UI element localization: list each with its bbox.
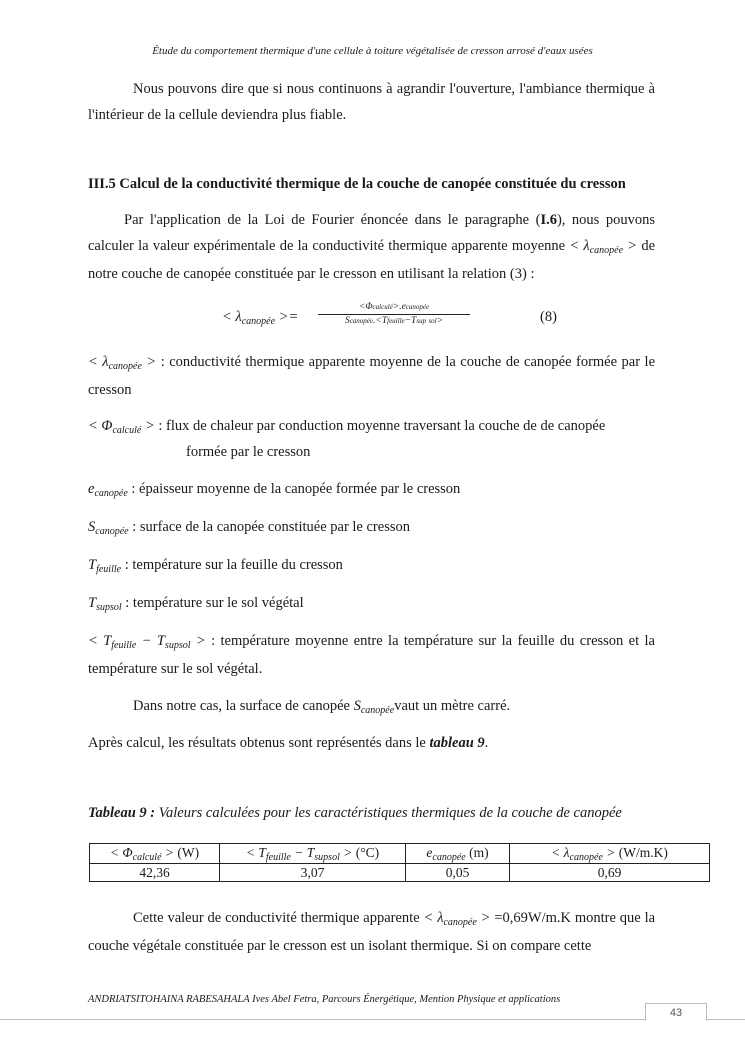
table-header-row (90, 844, 710, 864)
fraction-denominator: Scanopée.<Tfeuille−Tsup sol> (344, 316, 444, 326)
page-number: 43 (645, 1003, 707, 1021)
paragraph-fourier (88, 207, 655, 287)
fourier-text-pre: Par l'application de la Loi de Fourier énoncée dans le paragraphe ( (124, 212, 541, 228)
section-title: III.5 Calcul de la conductivité thermique de la couche de canopée constituée du cresson (88, 176, 626, 192)
table-caption: Tableau 9 : Valeurs calculées pour les caractéristiques thermiques de la couche de canopée (88, 805, 622, 821)
fourier-text-mid: ), nous pouvons calculer la valeur expérimentale de la conductivité thermique apparente moyenne (88, 212, 655, 254)
value-deltaT: 3,07 (220, 864, 406, 882)
table-row (90, 864, 710, 882)
paragraph-results: Après calcul, les résultats obtenus sont représentés dans le tableau 9. (88, 735, 489, 751)
ref-tableau-9: tableau 9 (429, 735, 485, 751)
lambda-inline: < $\lambda_{canopée}$ > (569, 238, 638, 256)
header-phi: < $\Phi_{calculé} > (W)$ (90, 844, 220, 864)
equation-fraction (318, 302, 470, 326)
running-header: Étude du comportement thermique d'une cellule à toiture végétalisée de cresson arrosé d'eaux usées (152, 45, 593, 57)
table-9 (89, 843, 710, 882)
equation-lhs: < $\lambda_{canopée}$ >= (222, 309, 299, 327)
equation-number: (8) (540, 309, 557, 325)
definition-phi: < $\Phi_{calculé}$ > : flux de chaleur par conduction moyenne traversant la couche de de canopée (88, 418, 606, 436)
fraction-numerator: <Φcalculé>.ecanopée (318, 302, 470, 315)
value-phi: 42,36 (90, 864, 220, 882)
definition-S: $S_{canopée}$ : surface de la canopée constituée par le cresson (88, 519, 410, 537)
definition-Tfeuille: $T_{feuille}$ : température sur la feuille du cresson (88, 557, 343, 575)
value-lambda: 0,69 (510, 864, 710, 882)
fourier-text-post: de notre couche de canopée constituée par le cresson en utilisant la relation (3) : (88, 238, 656, 282)
header-lambda: < $\lambda_{canopée} > (W/m.K)$ (510, 844, 710, 864)
definition-phi-continued: formée par le cresson (186, 444, 311, 460)
footer-divider (0, 1019, 745, 1020)
header-deltaT: < $T_{feuille} - T_{supsol} > (^\circ C)$ (220, 844, 406, 864)
definition-deltaT: < $T_{feuille} - T_{supsol}$ > : température moyenne entre la température sur la feuille du cresson et la température sur le sol végétal. (88, 633, 655, 677)
definition-e: $e_{canopée}$ : épaisseur moyenne de la canopée formée par le cresson (88, 481, 461, 499)
footer-author: ANDRIATSITOHAINA RABESAHALA Ives Abel Fetra, Parcours Énergétique, Mention Physique et applications (88, 994, 561, 1005)
paragraph-surface: Dans notre cas, la surface de canopée $S_{canopée}vaut$ un mètre carré. (133, 698, 511, 716)
header-e: $e_{canopée}$ (m) (406, 844, 510, 864)
ref-I6: I.6 (540, 212, 557, 228)
definition-Tsol: $T_{supsol}$ : température sur le sol végétal (88, 595, 304, 613)
value-e: 0,05 (406, 864, 510, 882)
definition-lambda: < $\lambda_{canopée}$ > : conductivité thermique apparente moyenne de la couche de canopée formée par le cresson (88, 354, 656, 398)
paragraph-conclusion: Cette valeur de conductivité thermique apparente < $\lambda_{canopée} > =0,69W/m.K$ montre que la couche végétale constituée par le cresson est un isolant thermique. Si on compare cette (88, 910, 656, 954)
paragraph-opening: Nous pouvons dire que si nous continuons à agrandir l'ouverture, l'ambiance thermique à l'intérieur de la cellule deviendra plus fiable. (88, 81, 655, 123)
